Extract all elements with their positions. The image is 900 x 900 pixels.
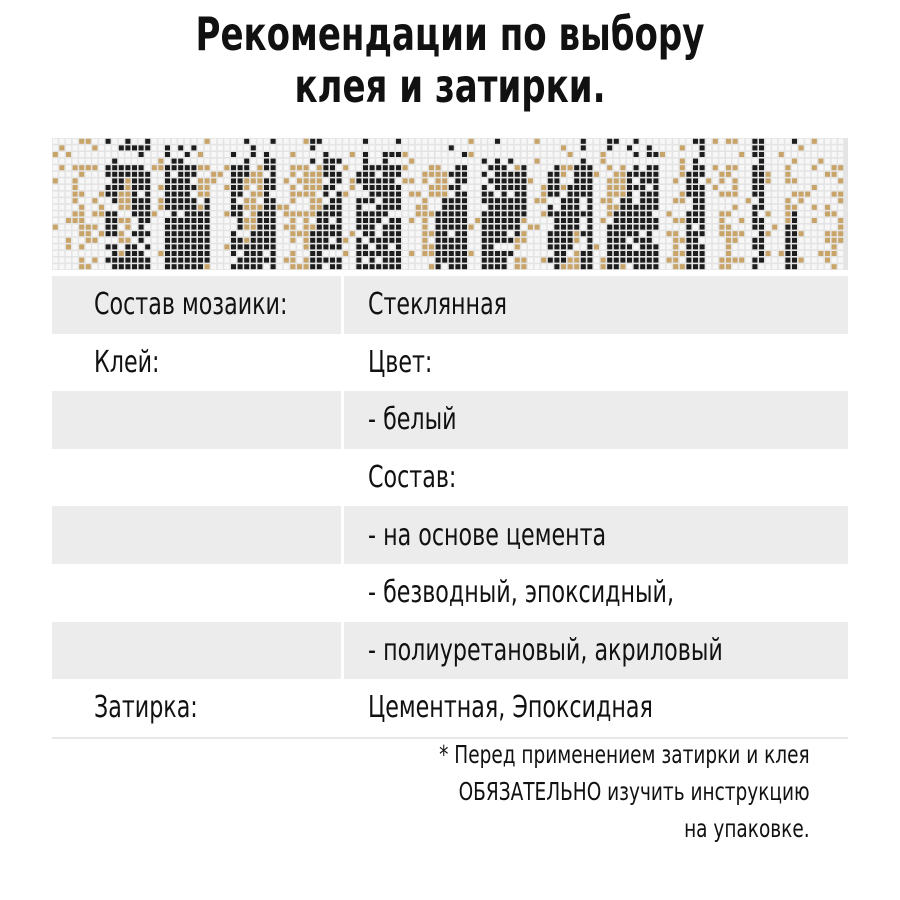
row-label: Состав мозаики: (94, 287, 288, 323)
mosaic-strip-graphic (52, 138, 848, 270)
row-value: Цементная, Эпоксидная (368, 690, 653, 726)
title-line-1: Рекомендации по выбору (195, 7, 705, 61)
footnote-line-2: ОБЯЗАТЕЛЬНО изучить инструкцию (458, 777, 810, 806)
row-value: Стеклянная (368, 287, 508, 323)
column-divider (341, 679, 344, 737)
table-row (52, 622, 848, 680)
glass-mosaic-strip-photo (52, 138, 848, 270)
row-label: Затирка: (94, 690, 198, 726)
page-title (117, 8, 783, 112)
row-value: Состав: (368, 460, 457, 496)
table-row (52, 564, 848, 622)
row-label: Клей: (94, 344, 160, 380)
recommendations-table (52, 276, 848, 739)
row-value: - полиуретановый, акриловый (368, 632, 723, 668)
column-divider (341, 391, 344, 449)
title-line-2: клея и затирки. (294, 59, 606, 113)
row-value: - на основе цемента (368, 517, 607, 553)
table-row (52, 449, 848, 507)
column-divider (341, 564, 344, 622)
column-divider (341, 334, 344, 392)
table-row (52, 276, 848, 334)
column-divider (341, 449, 344, 507)
table-row (52, 391, 848, 449)
row-value: - безводный, эпоксидный, (368, 575, 675, 611)
table-row (52, 679, 848, 739)
footnote-line-1: * Перед применением затирки и клея (439, 740, 810, 769)
column-divider (341, 622, 344, 680)
column-divider (341, 506, 344, 564)
row-value: Цвет: (368, 344, 433, 380)
footnote (440, 736, 810, 847)
row-value: - белый (368, 402, 457, 438)
table-row (52, 506, 848, 564)
column-divider (341, 276, 344, 334)
table-row (52, 334, 848, 392)
footnote-line-3: на упаковке. (684, 814, 810, 843)
